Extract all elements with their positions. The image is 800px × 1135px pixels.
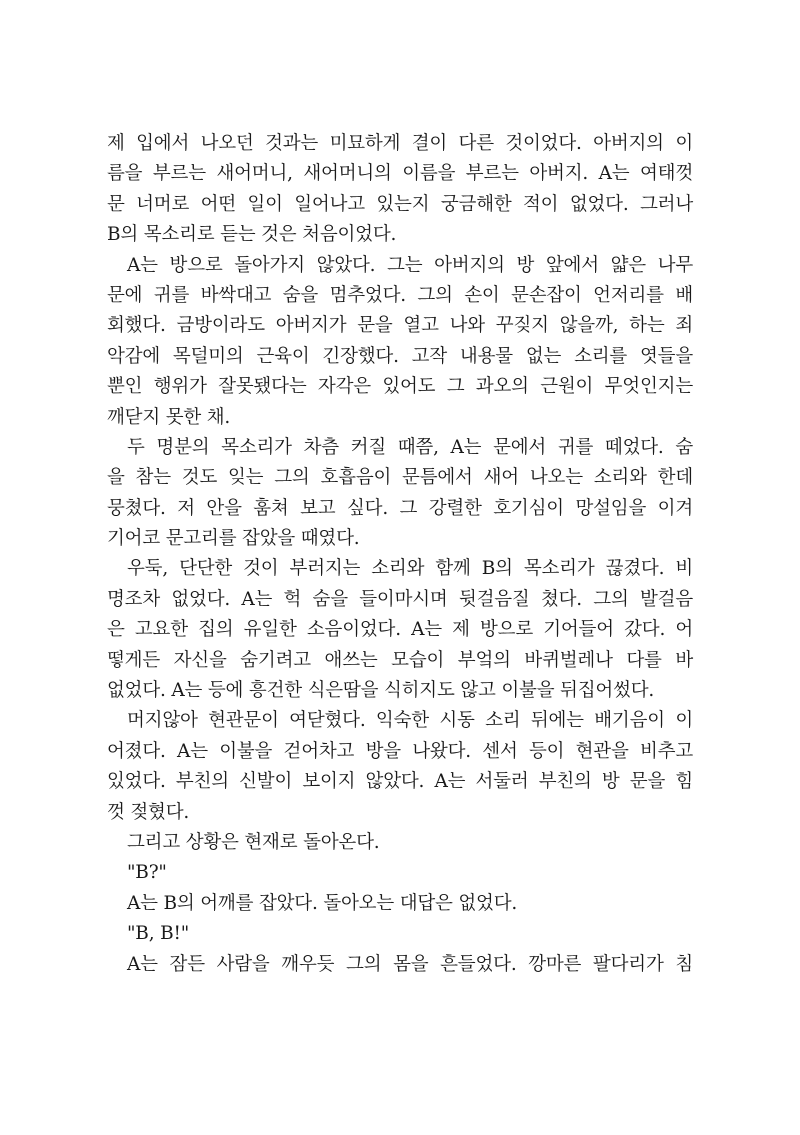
- text-line: 그리고 상황은 현재로 돌아온다.: [127, 831, 380, 853]
- text-line: 문 너머로 어떤 일이 일어나고 있는지 궁금해한 적이 없었다. 그러나: [107, 193, 693, 215]
- text-line: 어졌다. A는 이불을 걷어차고 방을 나왔다. 센서 등이 현관을 비추고: [107, 740, 693, 762]
- text-line: 은 고요한 집의 유일한 소음이었다. A는 제 방으로 기어들어 갔다. 어: [107, 619, 693, 641]
- text-line: A는 B의 어깨를 잡았다. 돌아오는 대답은 없었다.: [127, 892, 518, 914]
- text-line: "B, B!": [127, 923, 190, 945]
- text-line: 제 입에서 나오던 것과는 미묘하게 결이 다른 것이었다. 아버지의 이: [107, 133, 693, 154]
- text-line: 없었다. A는 등에 흥건한 식은땀을 식히지도 않고 이불을 뒤집어썼다.: [107, 680, 655, 702]
- text-line: 악감에 목덜미의 근육이 긴장했다. 고작 내용물 없는 소리를 엿들을: [107, 345, 693, 367]
- text-line: A는 방으로 돌아가지 않았다. 그는 아버지의 방 앞에서 얇은 나무: [127, 254, 693, 276]
- text-line: 뿐인 행위가 잘못됐다는 자각은 있어도 그 과오의 근원이 무엇인지는: [107, 376, 693, 398]
- text-line: 뭉쳤다. 저 안을 훔쳐 보고 싶다. 그 강렬한 호기심이 망설임을 이겨: [107, 497, 693, 519]
- text-line: 떻게든 자신을 숨기려고 애쓰는 모습이 부엌의 바퀴벌레나 다를 바: [107, 649, 693, 671]
- text-line: A는 잠든 사람을 깨우듯 그의 몸을 흔들었다. 깡마른 팔다리가 침: [127, 953, 693, 975]
- text-line: 두 명분의 목소리가 차츰 커질 때쯤, A는 문에서 귀를 떼었다. 숨: [127, 436, 693, 458]
- text-line: 머지않아 현관문이 여닫혔다. 익숙한 시동 소리 뒤에는 배기음이 이: [127, 710, 693, 732]
- text-line: 을 참는 것도 잊는 그의 호흡음이 문틈에서 새어 나오는 소리와 한데: [107, 467, 693, 489]
- text-line: B의 목소리로 듣는 것은 처음이었다.: [107, 224, 397, 246]
- text-line: 회했다. 금방이라도 아버지가 문을 열고 나와 꾸짖지 않을까, 하는 죄: [107, 315, 693, 337]
- text-line: 깨닫지 못한 채.: [107, 406, 231, 428]
- text-line: 름을 부르는 새어머니, 새어머니의 이름을 부르는 아버지. A는 여태껏: [107, 163, 693, 185]
- text-line: 있었다. 부친의 신발이 보이지 않았다. A는 서둘러 부친의 방 문을 힘: [107, 771, 693, 793]
- text-line: 우둑, 단단한 것이 부러지는 소리와 함께 B의 목소리가 끊겼다. 비: [127, 558, 693, 580]
- text-line: 명조차 없었다. A는 헉 숨을 들이마시며 뒷걸음질 쳤다. 그의 발걸음: [107, 588, 693, 610]
- text-line: "B?": [127, 862, 167, 884]
- text-line: 껏 젖혔다.: [107, 801, 190, 823]
- text-line: 문에 귀를 바싹대고 숨을 멈추었다. 그의 손이 문손잡이 언저리를 배: [107, 284, 693, 306]
- text-line: 기어코 문고리를 잡았을 때였다.: [107, 528, 360, 550]
- document-page: [107, 129, 693, 980]
